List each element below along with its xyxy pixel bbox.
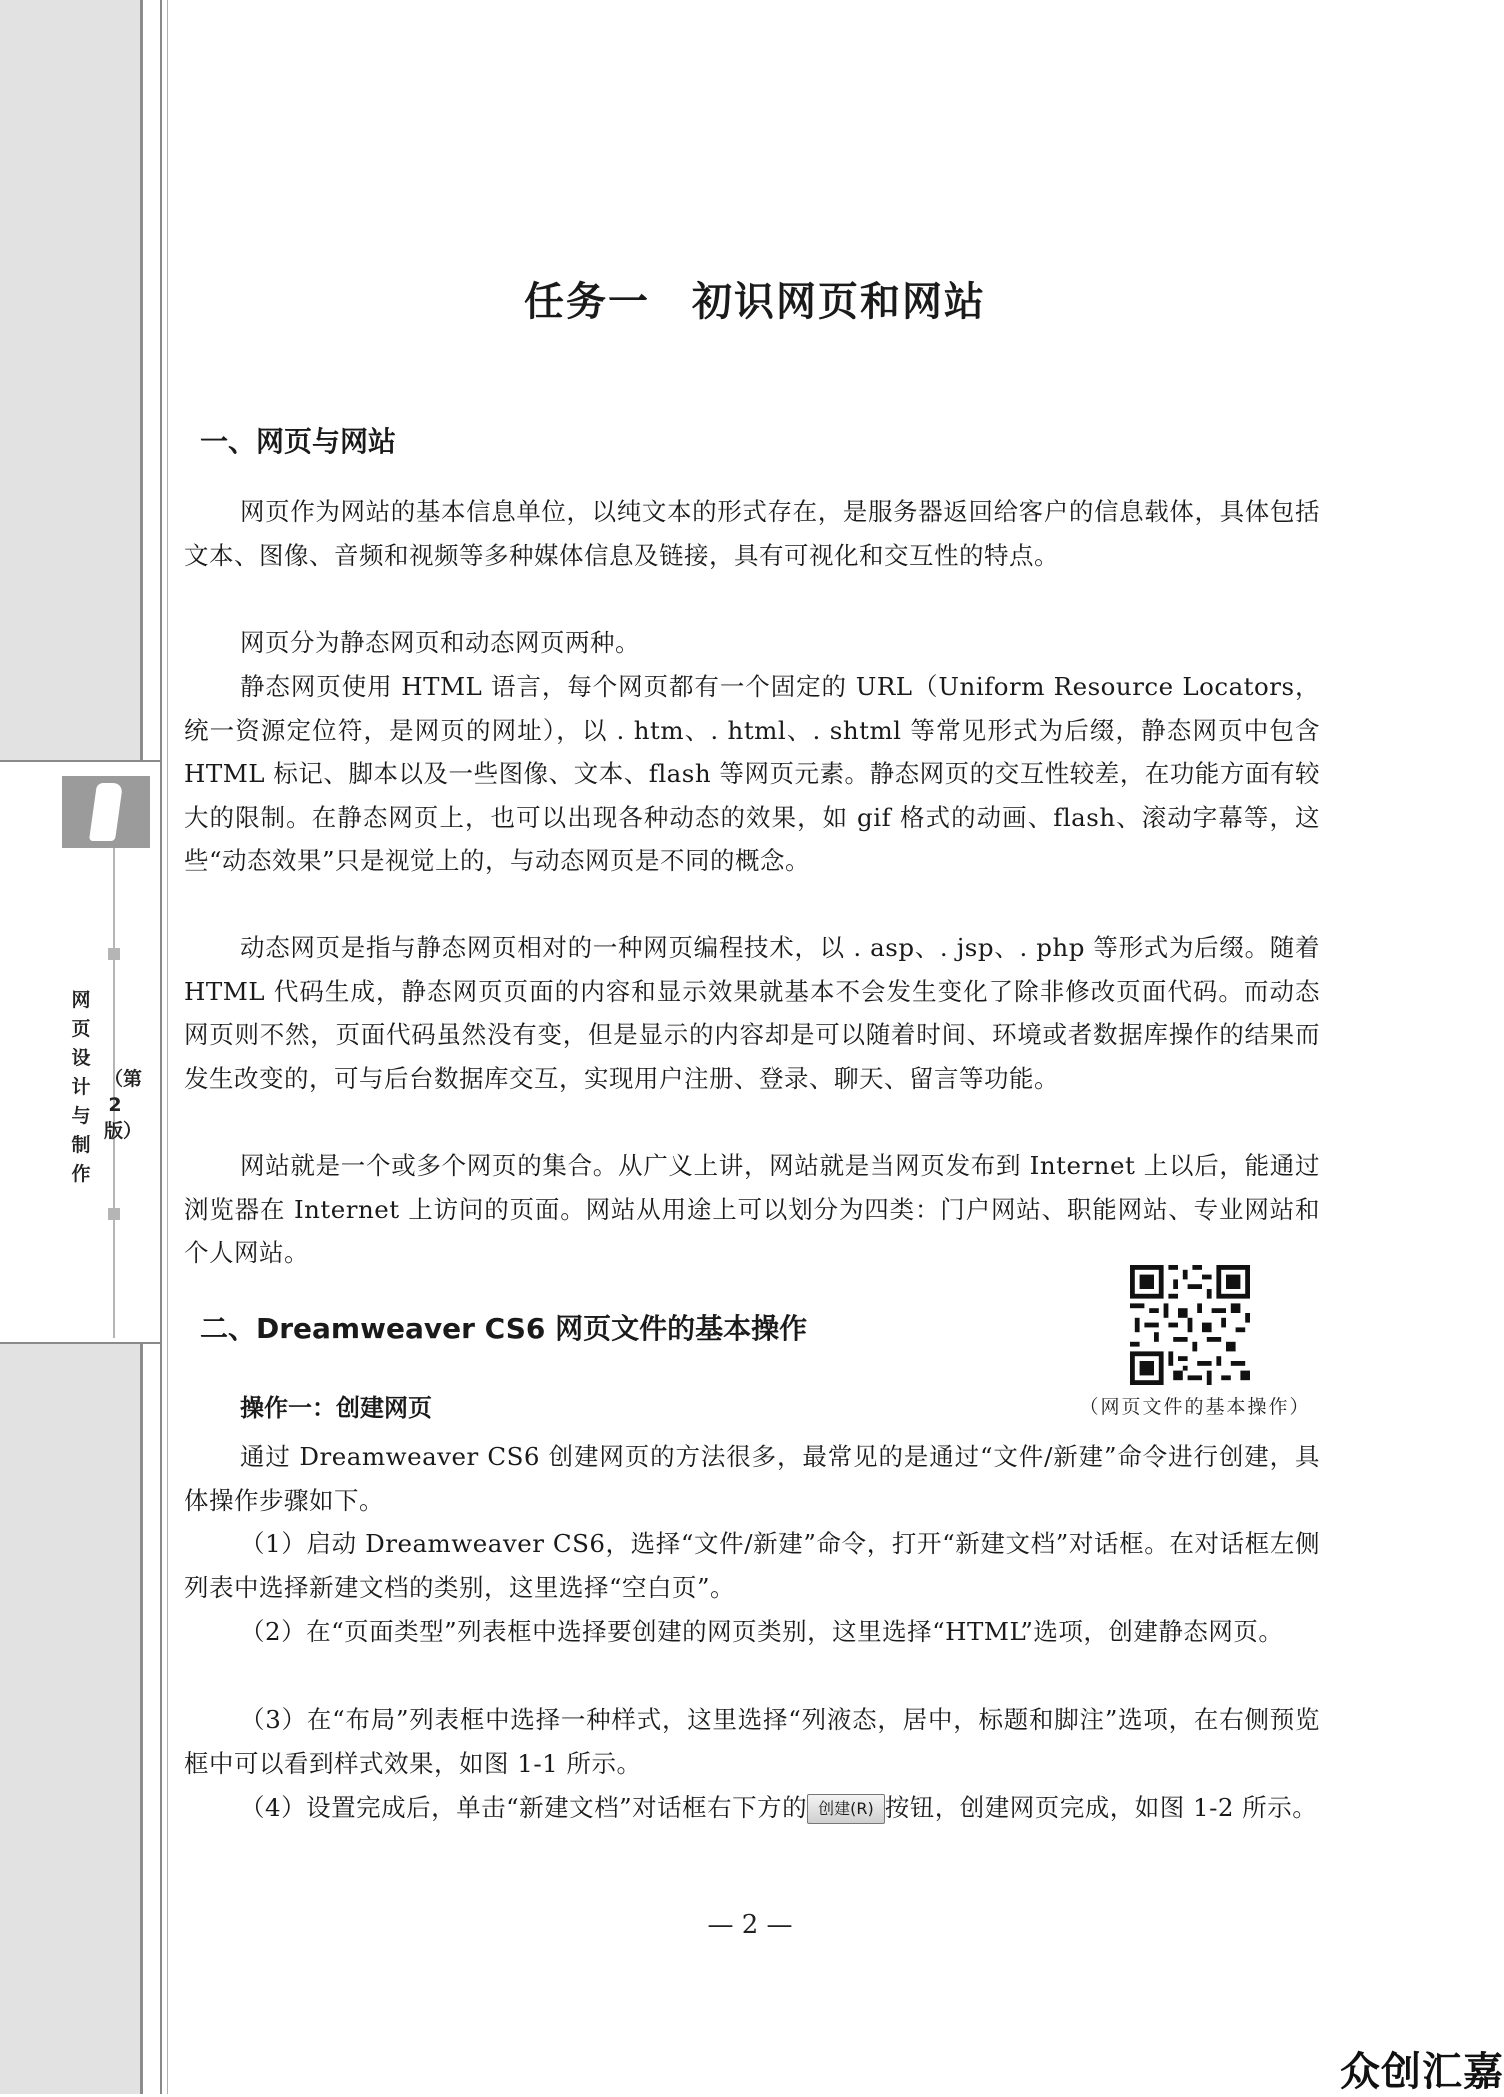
step-item: （1）启动 Dreamweaver CS6，选择“文件/新建”命令，打开“新建文档”对话框。在对话框左侧列表中选择新建文档的类别，这里选择“空白页”。 [184,1529,1320,1602]
chapter-number-badge [62,776,150,848]
margin-strip-top [0,0,141,760]
paragraph: 动态网页是指与静态网页相对的一种网页编程技术，以 . asp、. jsp、. php 等形式为后缀。随着 HTML 代码生成，静态网页页面的内容和显示效果就基本不会发生变化了除非修改页面代码。而动态网页则不然，页面代码虽然没有变，但是显示的内容却是可以随着时间、环境或者数据库操作的结果而发生改变的，可与后台数据库交互，实现用户注册、登录、聊天、留言等功能。 [184,933,1320,1093]
book-title-vertical: 网页设计与制作 [71,989,91,1185]
book-edition-vertical: （第2版） [104,1068,143,1142]
operation-heading: 操作一：创建网页 [240,1394,432,1422]
create-button-image: 创建(R) [807,1794,885,1824]
margin-rule-thin [167,0,168,2094]
page-number: — 2 — [707,1910,793,1940]
step-item: （3）在“布局”列表框中选择一种样式，这里选择“列液态，居中，标题和脚注”选项，在右侧预览框中可以看到样式效果，如图 1-1 所示。 [184,1705,1320,1778]
section1-heading: 一、网页与网站 [200,425,397,458]
margin-rule [160,0,162,2094]
chapter-tab-marker [108,948,120,960]
margin-strip-bottom [0,1340,141,2094]
page-title: 任务一 初识网页和网站 [524,278,986,325]
step4-text-end: 按钮，创建网页完成，如图 1-2 所示。 [884,1793,1318,1822]
watermark: 众创汇嘉 [1340,2049,1504,2095]
paragraph: 网页分为静态网页和动态网页两种。 [240,628,640,657]
paragraph: 静态网页使用 HTML 语言，每个网页都有一个固定的 URL（Uniform Resource Locators，统一资源定位符，是网页的网址），以 . htm、. html、. shtml 等常见形式为后缀，静态网页中包含 HTML 标记、脚本以及一些图像、文本、flash 等网页元素。静态网页的交互性较差，在功能方面有较大的限制。在静态网页上，也可以出现各种动态的效果，如 gif 格式的动画、flash、滚动字幕等，这些“动态效果”只是视觉上的，与动态网页是不同的概念。 [184,672,1320,876]
qr-code[interactable] [1130,1265,1250,1385]
section2-heading: 二、Dreamweaver CS6 网页文件的基本操作 [200,1312,808,1345]
step-item [184,1786,1320,1830]
chapter-tab-marker [108,1208,120,1220]
chapter-one-glyph-icon [89,783,123,841]
paragraph: 网页作为网站的基本信息单位，以纯文本的形式存在，是服务器返回给客户的信息载体，具体包括文本、图像、音频和视频等多种媒体信息及链接，具有可视化和交互性的特点。 [184,497,1320,570]
paragraph: 网站就是一个或多个网页的集合。从广义上讲，网站就是当网页发布到 Internet 上以后，能通过浏览器在 Internet 上访问的页面。网站从用途上可以划分为四类：门户网站、职能网站、专业网站和个人网站。 [184,1151,1320,1268]
paragraph: 通过 Dreamweaver CS6 创建网页的方法很多，最常见的是通过“文件/新建”命令进行创建，具体操作步骤如下。 [184,1442,1320,1515]
step4-text: （4）设置完成后，单击“新建文档”对话框右下方的 [240,1793,808,1822]
step-item: （2）在“页面类型”列表框中选择要创建的网页类别，这里选择“HTML”选项，创建静态网页。 [240,1617,1284,1646]
qr-caption: （网页文件的基本操作） [1079,1396,1311,1418]
